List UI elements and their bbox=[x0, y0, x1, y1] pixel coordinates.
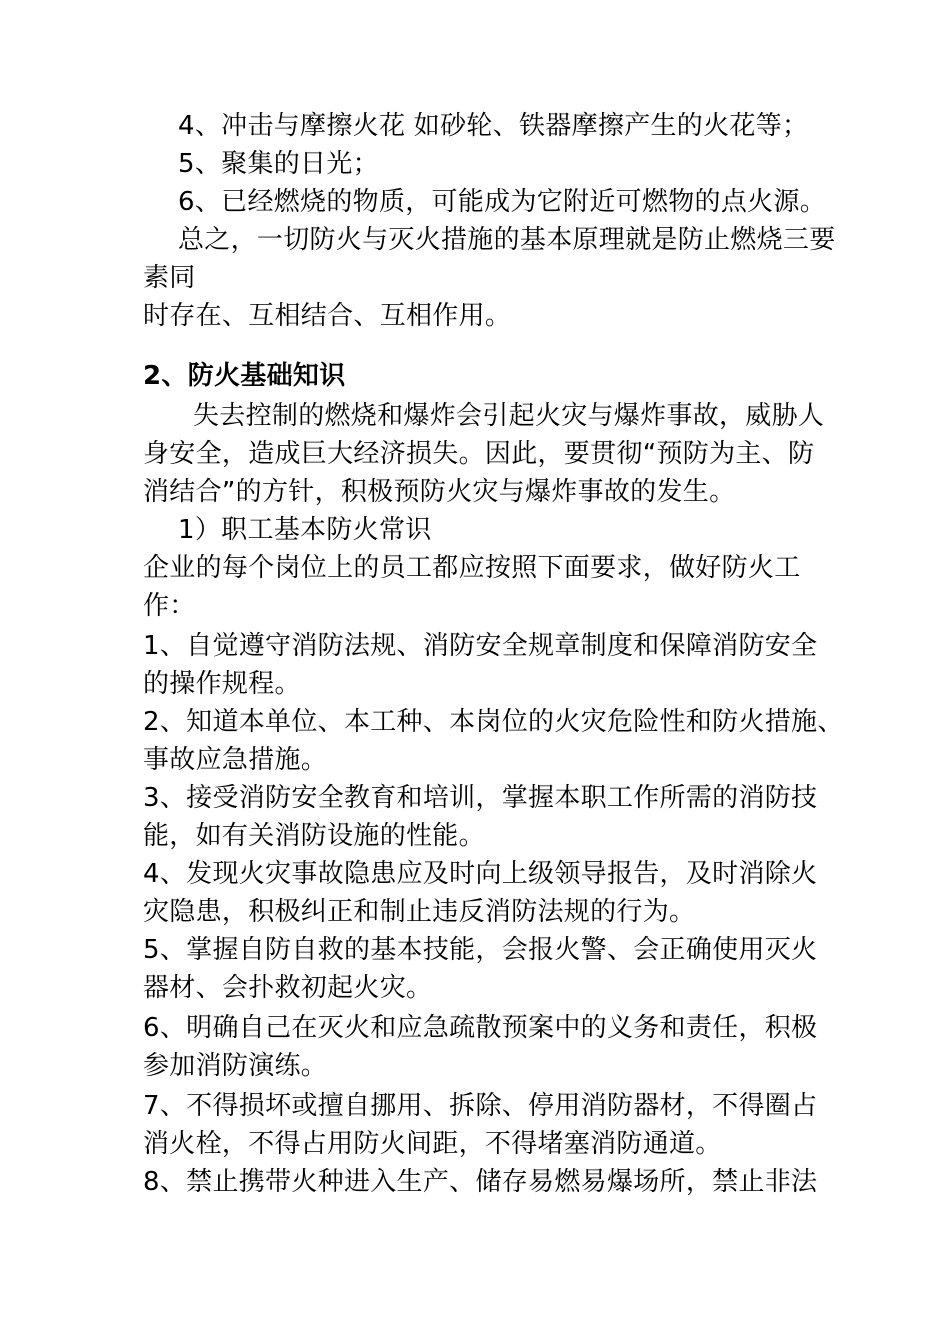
intro-line-6: 时存在、互相结合、互相作用。 bbox=[143, 301, 512, 331]
intro-line-1: 4、冲击与摩擦火花 如砂轮、铁器摩擦产生的火花等； bbox=[178, 111, 809, 141]
list-item-3-line-1: 3、接受消防安全教育和培训，掌握本职工作所需的消防技 bbox=[143, 783, 818, 813]
intro-line-4: 总之，一切防火与灭火措施的基本原理就是防止燃烧三要 bbox=[178, 225, 836, 255]
list-item-5-line-2: 器材、会扑救初起火灾。 bbox=[143, 973, 433, 1003]
list-item-3-line-2: 能，如有关消防设施的性能。 bbox=[143, 821, 485, 851]
list-item-8-line-1: 8、禁止携带火种进入生产、储存易燃易爆场所，禁止非法 bbox=[143, 1167, 818, 1197]
list-item-6-line-2: 参加消防演练。 bbox=[143, 1051, 328, 1081]
list-item-2-line-1: 2、知道本单位、本工种、本岗位的火灾危险性和防火措施、 bbox=[143, 707, 844, 737]
section-para-line-2: 身安全，造成巨大经济损失。因此，要贯彻“预防为主、防 bbox=[143, 439, 815, 469]
list-item-7-line-2: 消火栓，不得占用防火间距，不得堵塞消防通道。 bbox=[143, 1129, 722, 1159]
list-item-1-line-1: 1、自觉遵守消防法规、消防安全规章制度和保障消防安全 bbox=[143, 631, 818, 661]
list-item-5-line-1: 5、掌握自防自救的基本技能，会报火警、会正确使用灭火 bbox=[143, 935, 818, 965]
list-item-2-line-2: 事故应急措施。 bbox=[143, 745, 328, 775]
lead-line-1: 企业的每个岗位上的员工都应按照下面要求，做好防火工 bbox=[143, 553, 801, 583]
section-para-line-3: 消结合”的方针，积极预防火灾与爆炸事故的发生。 bbox=[143, 477, 736, 507]
list-item-4-line-2: 灾隐患，积极纠正和制止违反消防法规的行为。 bbox=[143, 897, 696, 927]
lead-line-2: 作： bbox=[143, 591, 196, 621]
list-item-7-line-1: 7、不得损坏或擅自挪用、拆除、停用消防器材，不得圈占 bbox=[143, 1091, 818, 1121]
subheading: 1）职工基本防火常识 bbox=[178, 515, 432, 545]
intro-line-5: 素同 bbox=[143, 263, 196, 293]
list-item-4-line-1: 4、发现火灾事故隐患应及时向上级领导报告，及时消除火 bbox=[143, 859, 818, 889]
section-heading: 2、防火基础知识 bbox=[143, 361, 346, 391]
section-para-line-1: 失去控制的燃烧和爆炸会引起火灾与爆炸事故，威胁人 bbox=[193, 401, 825, 431]
intro-line-2: 5、聚集的日光； bbox=[178, 149, 379, 179]
list-item-6-line-1: 6、明确自己在灭火和应急疏散预案中的义务和责任，积极 bbox=[143, 1013, 818, 1043]
list-item-1-line-2: 的操作规程。 bbox=[143, 669, 301, 699]
intro-line-3: 6、已经燃烧的物质，可能成为它附近可燃物的点火源。 bbox=[178, 187, 827, 217]
